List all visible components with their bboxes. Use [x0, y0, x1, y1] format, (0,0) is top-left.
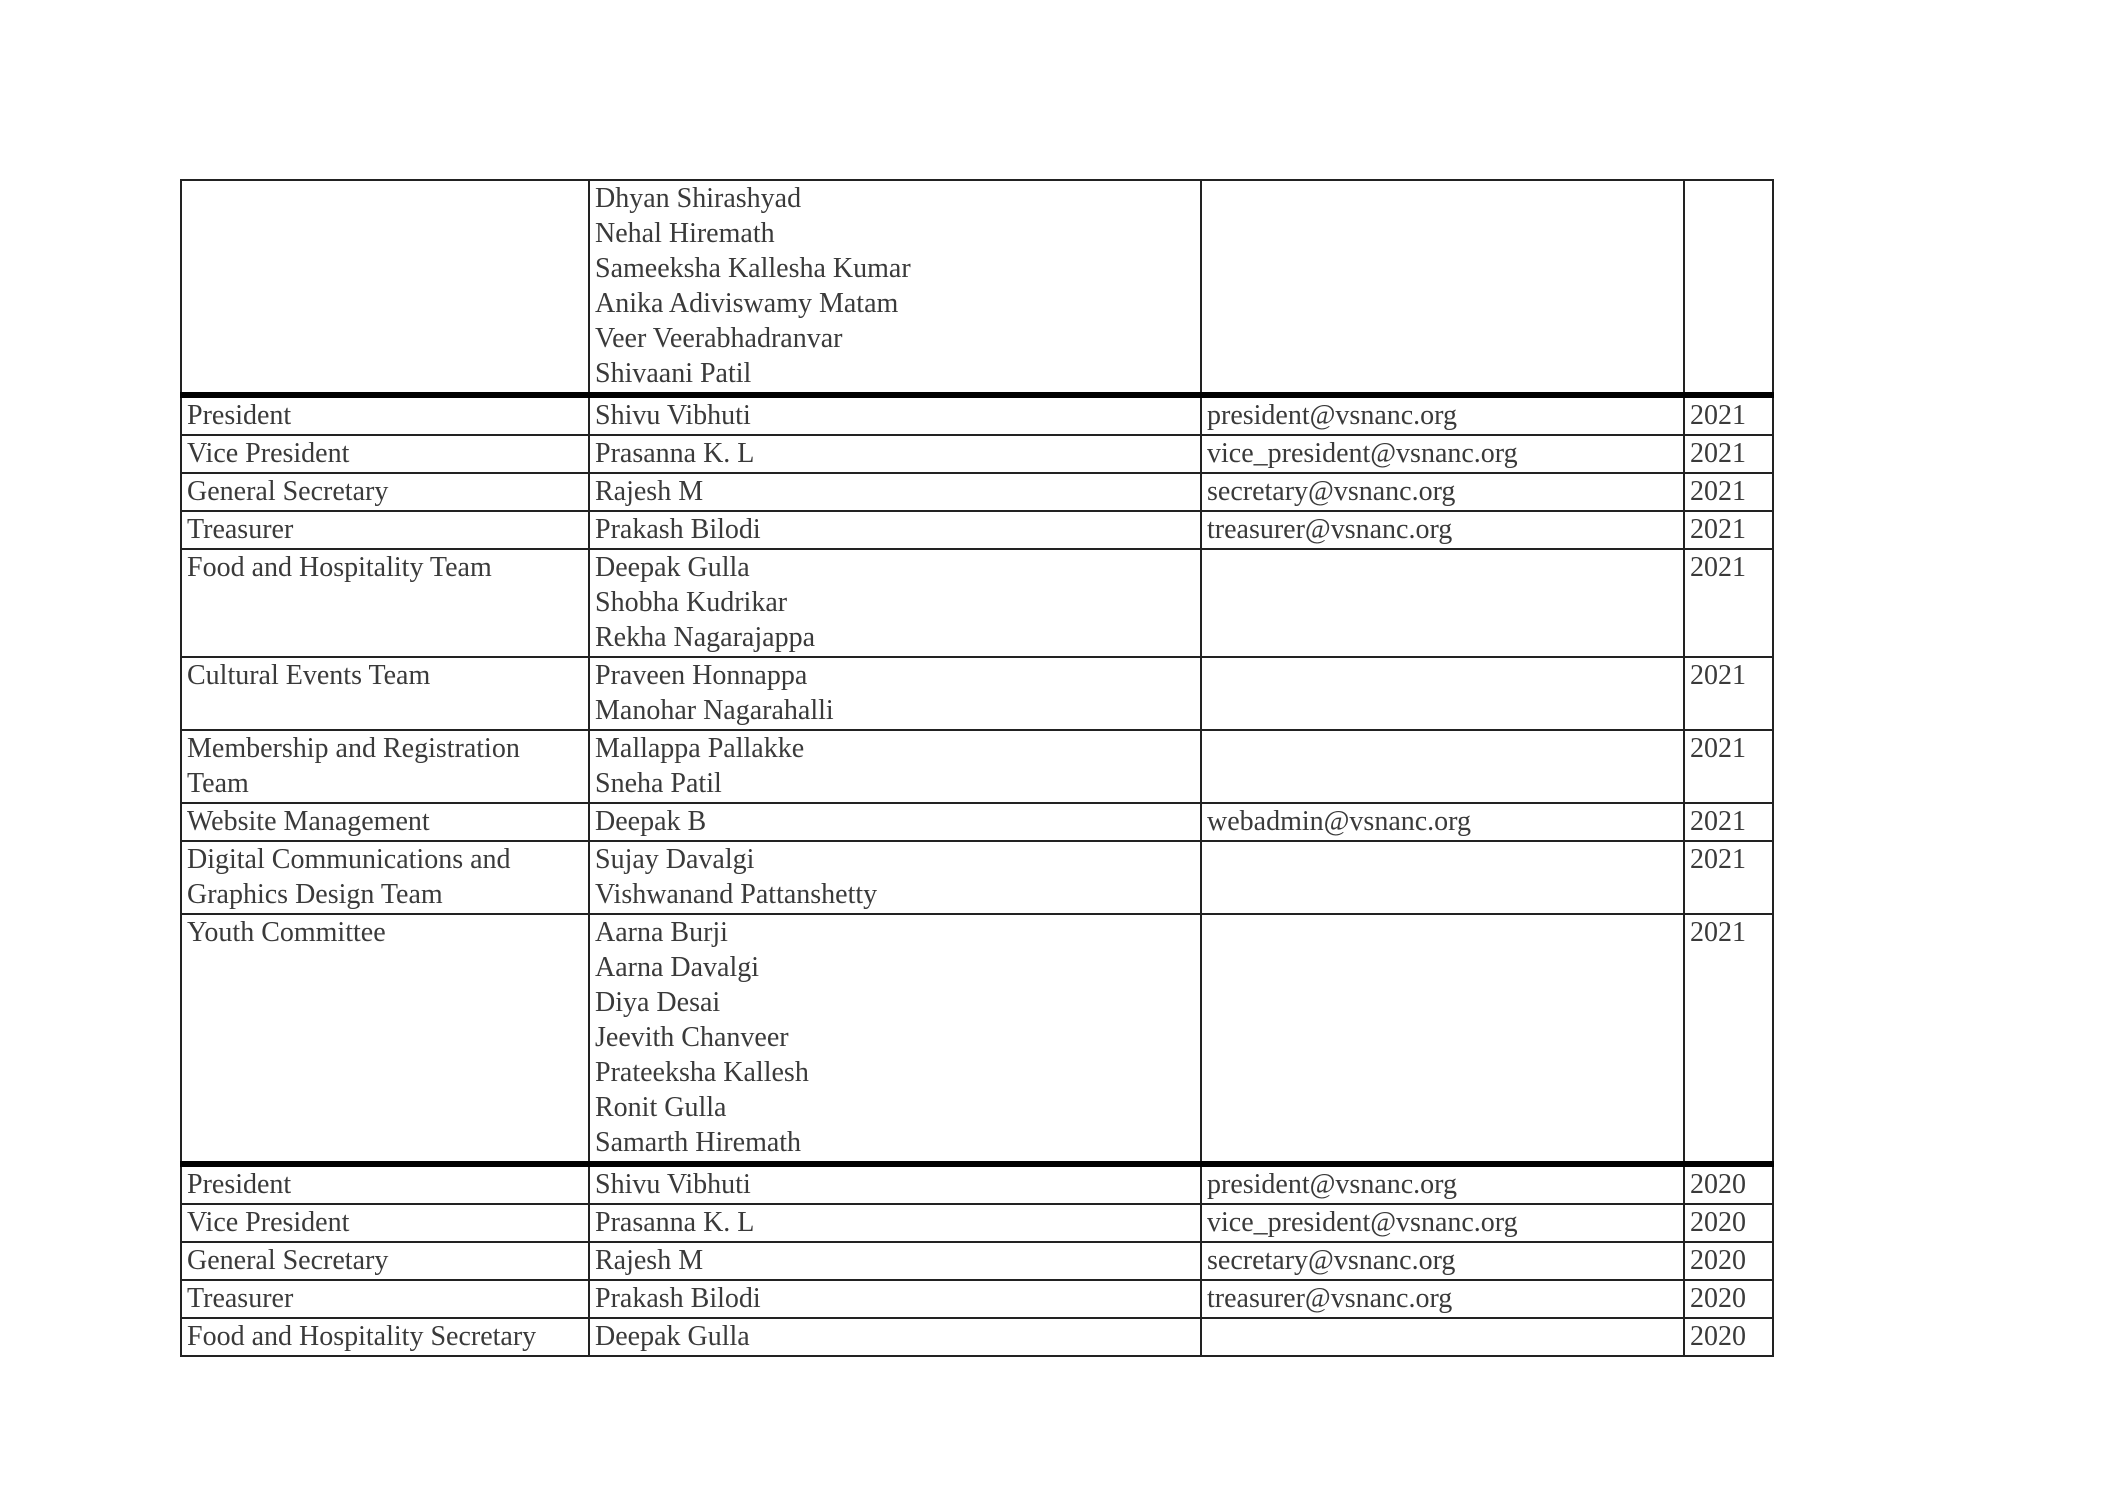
year-cell: 2021 — [1684, 473, 1773, 511]
year-cell: 2021 — [1684, 435, 1773, 473]
email-cell: secretary@vsnanc.org — [1201, 473, 1684, 511]
name-line: Prasanna K. L — [595, 1207, 755, 1238]
email-cell: president@vsnanc.org — [1201, 395, 1684, 435]
name-line: Vishwanand Pattanshetty — [595, 879, 878, 910]
role-cell: Membership and Registration Team — [181, 730, 589, 803]
name-line: Rekha Nagarajappa — [595, 622, 815, 653]
names-cell — [589, 1280, 1201, 1318]
name-line: Ronit Gulla — [595, 1092, 727, 1123]
names-cell — [589, 914, 1201, 1164]
name-line: Shobha Kudrikar — [595, 587, 788, 618]
role-cell: Vice President — [181, 435, 589, 473]
table-row — [181, 511, 1773, 549]
names-cell — [589, 657, 1201, 730]
email-cell: secretary@vsnanc.org — [1201, 1242, 1684, 1280]
year-cell — [1684, 180, 1773, 395]
name-line: Prakash Bilodi — [595, 1283, 761, 1314]
role-cell: President — [181, 395, 589, 435]
name-line: Deepak Gulla — [595, 1321, 750, 1352]
table-row — [181, 549, 1773, 657]
year-cell: 2021 — [1684, 803, 1773, 841]
names-cell — [589, 395, 1201, 435]
name-line: Deepak Gulla — [595, 552, 750, 583]
name-line: Samarth Hiremath — [595, 1127, 802, 1158]
year-cell: 2021 — [1684, 914, 1773, 1164]
table-row — [181, 395, 1773, 435]
name-line: Rajesh M — [595, 476, 704, 507]
email-cell: vice_president@vsnanc.org — [1201, 1204, 1684, 1242]
year-cell: 2020 — [1684, 1280, 1773, 1318]
names-cell — [589, 1164, 1201, 1204]
name-line: Jeevith Chanveer — [595, 1022, 789, 1053]
table-row — [181, 435, 1773, 473]
table-row — [181, 1164, 1773, 1204]
email-cell: webadmin@vsnanc.org — [1201, 803, 1684, 841]
name-line: Shivaani Patil — [595, 358, 752, 389]
name-line: Aarna Davalgi — [595, 952, 760, 983]
email-cell — [1201, 1318, 1684, 1356]
name-line: Sneha Patil — [595, 768, 722, 799]
role-cell: Treasurer — [181, 1280, 589, 1318]
email-cell — [1201, 657, 1684, 730]
year-cell: 2021 — [1684, 395, 1773, 435]
year-cell: 2021 — [1684, 657, 1773, 730]
table-row — [181, 730, 1773, 803]
names-cell — [589, 803, 1201, 841]
name-line: Aarna Burji — [595, 917, 728, 948]
year-cell: 2021 — [1684, 730, 1773, 803]
names-cell — [589, 435, 1201, 473]
name-line: Nehal Hiremath — [595, 218, 775, 249]
email-cell: vice_president@vsnanc.org — [1201, 435, 1684, 473]
names-cell — [589, 473, 1201, 511]
name-line: Mallappa Pallakke — [595, 733, 805, 764]
table-row — [181, 180, 1773, 395]
officers-table — [180, 179, 1774, 1357]
year-cell: 2020 — [1684, 1164, 1773, 1204]
name-line: Deepak B — [595, 806, 707, 837]
year-cell: 2020 — [1684, 1318, 1773, 1356]
role-cell: Website Management — [181, 803, 589, 841]
names-cell — [589, 730, 1201, 803]
names-cell — [589, 841, 1201, 914]
names-cell — [589, 549, 1201, 657]
table-row — [181, 1318, 1773, 1356]
email-cell — [1201, 914, 1684, 1164]
name-line: Sameeksha Kallesha Kumar — [595, 253, 911, 284]
year-cell: 2020 — [1684, 1204, 1773, 1242]
name-line: Prasanna K. L — [595, 438, 755, 469]
email-cell — [1201, 841, 1684, 914]
name-line: Anika Adiviswamy Matam — [595, 288, 899, 319]
table-row — [181, 914, 1773, 1164]
year-cell: 2021 — [1684, 841, 1773, 914]
names-cell — [589, 1242, 1201, 1280]
name-line: Shivu Vibhuti — [595, 1169, 751, 1200]
table-row — [181, 803, 1773, 841]
email-cell: president@vsnanc.org — [1201, 1164, 1684, 1204]
name-line: Veer Veerabhadranvar — [595, 323, 843, 354]
name-line: Praveen Honnappa — [595, 660, 808, 691]
role-cell: Vice President — [181, 1204, 589, 1242]
role-cell: Cultural Events Team — [181, 657, 589, 730]
email-cell: treasurer@vsnanc.org — [1201, 1280, 1684, 1318]
year-cell: 2021 — [1684, 511, 1773, 549]
table-row — [181, 1280, 1773, 1318]
role-cell: Digital Communications and Graphics Design Team — [181, 841, 589, 914]
email-cell — [1201, 180, 1684, 395]
role-cell: Youth Committee — [181, 914, 589, 1164]
email-cell: treasurer@vsnanc.org — [1201, 511, 1684, 549]
name-line: Shivu Vibhuti — [595, 400, 751, 431]
table-row — [181, 1204, 1773, 1242]
role-cell — [181, 180, 589, 395]
year-cell: 2021 — [1684, 549, 1773, 657]
role-cell: Treasurer — [181, 511, 589, 549]
role-cell: Food and Hospitality Team — [181, 549, 589, 657]
role-cell: President — [181, 1164, 589, 1204]
name-line: Diya Desai — [595, 987, 721, 1018]
name-line: Prateeksha Kallesh — [595, 1057, 809, 1088]
name-line: Sujay Davalgi — [595, 844, 755, 875]
names-cell — [589, 180, 1201, 395]
role-cell: Food and Hospitality Secretary — [181, 1318, 589, 1356]
names-cell — [589, 1318, 1201, 1356]
role-cell: General Secretary — [181, 1242, 589, 1280]
table-row — [181, 657, 1773, 730]
name-line: Dhyan Shirashyad — [595, 183, 802, 214]
table-row — [181, 841, 1773, 914]
role-cell: General Secretary — [181, 473, 589, 511]
email-cell — [1201, 730, 1684, 803]
name-line: Rajesh M — [595, 1245, 704, 1276]
table-row — [181, 1242, 1773, 1280]
email-cell — [1201, 549, 1684, 657]
name-line: Prakash Bilodi — [595, 514, 761, 545]
table-row — [181, 473, 1773, 511]
names-cell — [589, 511, 1201, 549]
name-line: Manohar Nagarahalli — [595, 695, 834, 726]
names-cell — [589, 1204, 1201, 1242]
year-cell: 2020 — [1684, 1242, 1773, 1280]
